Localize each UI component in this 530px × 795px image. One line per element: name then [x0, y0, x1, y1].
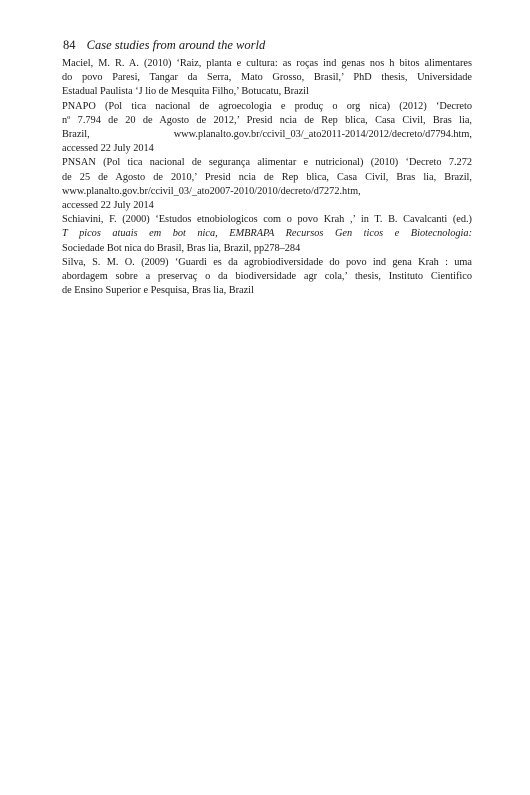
reference-line: PNSAN (Pol tica nacional de segurança alimentar e nutricional) (2010) ‘Decreto 7.272 — [62, 157, 472, 169]
reference-line: accessed 22 July 2014 — [62, 200, 154, 212]
reference-entry-pnapo — [62, 100, 472, 157]
reference-line: Estadual Paulista ‘J lio de Mesquita Filho,’ Botucatu, Brazil — [62, 86, 309, 98]
reference-line: de Ensino Superior e Pesquisa, Bras lia, Brazil — [62, 285, 254, 297]
reference-line: Maciel, M. R. A. (2010) ‘Raiz, planta e cultura: as roças ind genas nos h bitos alimentares — [62, 58, 472, 69]
reference-line: Sociedade Bot nica do Brasil, Bras lia, Brazil, pp278–284 — [62, 242, 301, 254]
reference-line: Schiavini, F. (2000) ‘Estudos etnobiologicos com o povo Krah ,’ in T. B. Cavalcanti (ed.) — [62, 214, 472, 226]
reference-line: Brazil, www.planalto.gov.br/ccivil_03/_ato2011-2014/2012/decreto/d7794.htm, — [62, 129, 472, 141]
reference-line: nº 7.794 de 20 de Agosto de 2012,’ Presid ncia de Rep blica, Casa Civil, Bras lia, — [62, 114, 472, 126]
reference-entry-pnsan — [62, 156, 472, 213]
running-header — [63, 38, 265, 53]
reference-line: accessed 22 July 2014 — [62, 143, 154, 155]
reference-line: abordagem sobre a preservaç o da biodiversidade agr cola,’ thesis, Instituto Cientifico — [62, 271, 472, 283]
reference-line: do povo Paresi, Tangar da Serra, Mato Grosso, Brasil,’ PhD thesis, Universidade — [62, 72, 472, 84]
reference-entry-maciel — [62, 57, 472, 100]
reference-line: PNAPO (Pol tica nacional de agroecologia e produç o org nica) (2012) ‘Decreto — [62, 100, 472, 112]
page-number: 84 — [63, 38, 76, 52]
running-title: Case studies from around the world — [86, 38, 266, 52]
reference-line: Silva, S. M. O. (2009) ‘Guardi es da agrobiodiversidade do povo ind gena Krah : uma — [62, 256, 472, 268]
reference-line-book-title: T picos atuais em bot nica, EMBRAPA Recursos Gen ticos e Biotecnologia: — [62, 228, 472, 240]
reference-entry-schiavini — [62, 213, 472, 256]
reference-entry-silva — [62, 256, 472, 299]
reference-line: de 25 de Agosto de 2010,’ Presid ncia de Rep blica, Casa Civil, Bras lia, Brazil, — [62, 171, 472, 183]
reference-list — [62, 57, 472, 298]
reference-line: www.planalto.gov.br/ccivil_03/_ato2007-2010/2010/decreto/d7272.htm, — [62, 185, 361, 197]
